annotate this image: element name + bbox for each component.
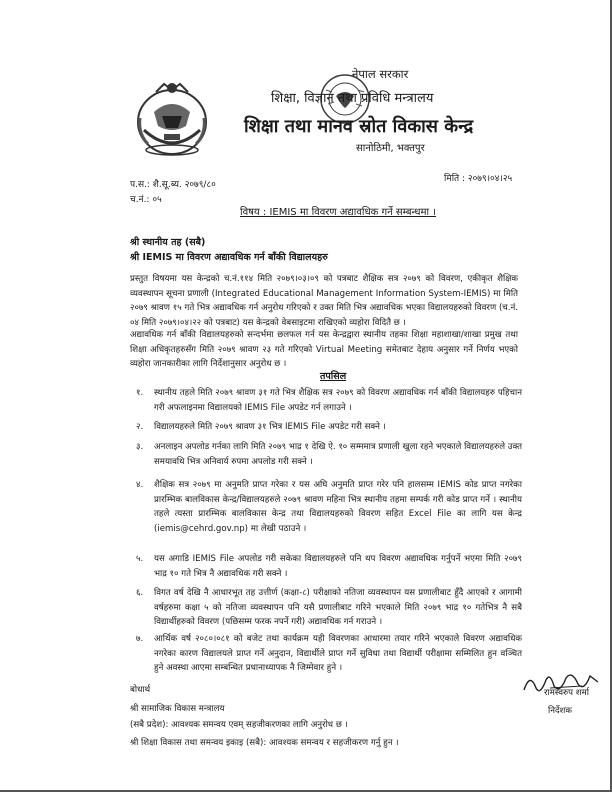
header-center-name: शिक्षा तथा मानव स्रोत विकास केन्द्र xyxy=(244,116,474,137)
letter-subject: विषय : IEMIS मा विवरण अद्यावधिक गर्ने सम्बन्धमा । xyxy=(240,207,437,218)
cc-line-2: (सबै प्रदेश): आवश्यक समन्वय एवम् सहजीकरणका लागि अनुरोध छ । xyxy=(130,720,348,730)
list-item-text: यस अगाडि IEMIS File अपलोड गरी सकेका विद्यालयहरुले पनि थप विवरण अद्यावधिक गर्नुपर्ने भएमा मिति २०७९ भाद्र १० गते भित्र नै अद्यावधिक गरी सक्ने । xyxy=(154,554,522,579)
letter-reference-number: प.स.: शै.सू.ब्य. २०७९/८० xyxy=(130,180,216,190)
list-item-text: अनलाइन अपलोड गर्नका लागि मिति २०७९ भाद्र १ देखि ऐ. १० सम्ममात्र प्रणाली खुला रहने भएकाले विद्यालयहरुले उक्त समयावधि भित्र अनिवार्य रुपमा अपलोड गरी सक्ने । xyxy=(154,442,522,467)
cc-heading: बोधार्थ xyxy=(130,685,151,695)
recipient-line-2: श्री IEMIS मा विवरण अद्यावधिक गर्न बाँकी विद्यालयहरु xyxy=(130,252,328,263)
list-item-text: विद्यालयहरुले मिति २०७९ श्रावण ३१ भित्र IEMIS File अपडेट गरी सक्ने । xyxy=(154,422,386,432)
cc-line-3: श्री शिक्षा विकास तथा समन्वय इकाइ (सबै): आवश्यक समन्वय र सहजीकरण गर्नु हुन । xyxy=(130,738,399,748)
body-paragraph-2: अद्यावधिक गर्न बाँकी विद्यालयहरुको सन्दर्भमा छलफल गर्न यस केन्द्रद्वारा स्थानीय तहका शिक्षा महाशाखा/शाखा प्रमुख तथा शिक्षा अधिकृतहरुसँग मिति २०७९ श्रावण २३ गते गरिएको Virtual Meeting समेतबाट देहाय अनुसार गर्ने निर्णय भएको व्यहोरा जानकारीका लागि निर्देशानुसार अनुरोध छ । xyxy=(130,330,518,370)
header-address: सानोठिमी, भक्तपुर xyxy=(356,143,425,154)
body-paragraph-1: प्रस्तुत विषयमा यस केन्द्रको च.नं.११४ मिति २०७९।०३।०९ को पत्रबाट शैक्षिक सत्र २०७९ को विवरण, एकीकृत शैक्षिक व्यवस्थापन सूचना प्रणाली (Integrated Educational Management Information System-IEMIS) मा मिति २०७९ श्रावण १५ गते भित्र अद्यावधिक गर्न अनुरोध गरिएको र उक्त मिति भित्र अद्यावधिक भएका विद्यालयहरुको विवरण (च.नं. ०४ मिति २०७९।०४।२२ को पत्रबाट) यस केन्द्रको वेबसाइटमा राखिएको व्यहोरा विदितै छ । xyxy=(130,274,518,328)
list-item-text: विगत वर्ष देखि नै आधारभूत तह उत्तीर्ण (कक्षा-८) परीक्षाको नतिजा व्यवस्थापन यस प्रणालीबाट हुँदै आएको र आगामी वर्षहरुमा कक्षा ५ को नतिजा व्यवस्थापन पनि यसै प्रणालीबाट गरिने भएकाले मिति २०७९ भाद्र १० गतेभित्र नै सबै विद्यार्थीहरुको विवरण (पछिसम्म फरक नपर्ने गरी) अद्यावधिक गर्न गराउने । xyxy=(154,588,522,628)
letter-date: मिति : २०७९।०४।२५ xyxy=(444,174,513,184)
list-item-number: ७. xyxy=(136,634,144,644)
signatory-title: निर्देशक xyxy=(548,706,573,716)
recipient-line-1: श्री स्थानीय तह (सबै) xyxy=(130,237,206,248)
list-item-number: ४. xyxy=(136,480,144,490)
letter-dispatch-number: च.नं.: ०५ xyxy=(130,195,162,205)
tapsil-heading: तपसिल xyxy=(320,371,347,382)
list-item-number: ३. xyxy=(136,442,144,452)
list-item-number: १. xyxy=(136,388,144,398)
list-item-text: स्थानीय तहले मिति २०७९ श्रावण ३१ गते भित्र शैक्षिक सत्र २०७९ को विवरण अद्यावधिक गर्न बाँकी विद्यालयहरु पहिचान गरी अफलाइनमा विद्यालयको IEMIS File अपडेट गर्न लगाउने । xyxy=(154,388,522,413)
cc-line-1: श्री सामाजिक विकास मन्त्रालय xyxy=(130,704,225,714)
list-item-text: आर्थिक वर्ष २०८०।०८१ को बजेट तथा कार्यक्रम यही विवरणका आधारमा तयार गरिने भएकाले विवरण अद्यावधिक नगरेका कारण विद्यालयले प्राप्त गर्ने अनुदान, विद्यार्थीले प्राप्त गर्ने सुविधा तथा विद्यार्थी परीक्षामा सम्मिलित हुन वञ्चित हुने अवस्था आएमा सम्बन्धित प्रधानाध्यापक नै जिम्मेवार हुने । xyxy=(154,634,522,674)
list-item-text: शैक्षिक सत्र २०७९ मा अनुमति प्राप्त गरेका र यस अघि अनुमति प्राप्त गरेर पनि हालसम्म IEMIS कोड प्राप्त नगरेका प्रारम्भिक बालविकास केन्द्र/विद्यालयहरुले २०७९ श्रावण महिना भित्र स्थानीय तहमा सम्पर्क गरी कोड प्राप्त गर्ने । स्थानीय तहले त्यस्ता प्रारम्भिक बालविकास केन्द्र तथा विद्यालयहरुको विवरण सहित Excel File का लागि यस केन्द्र (iemis@cehrd.gov.np) मा लेखी पठाउने । xyxy=(154,480,522,534)
list-item-number: २. xyxy=(136,422,144,432)
list-item-number: ५. xyxy=(136,554,144,564)
list-item-number: ६. xyxy=(136,588,144,598)
nepal-emblem-icon xyxy=(134,78,210,158)
signatory-name: रामस्वरुप शर्मा xyxy=(544,688,589,698)
header-ministry: शिक्षा, विज्ञान तथा प्रविधि मन्त्रालय xyxy=(271,91,434,106)
header-government: नेपाल सरकार xyxy=(352,67,409,81)
